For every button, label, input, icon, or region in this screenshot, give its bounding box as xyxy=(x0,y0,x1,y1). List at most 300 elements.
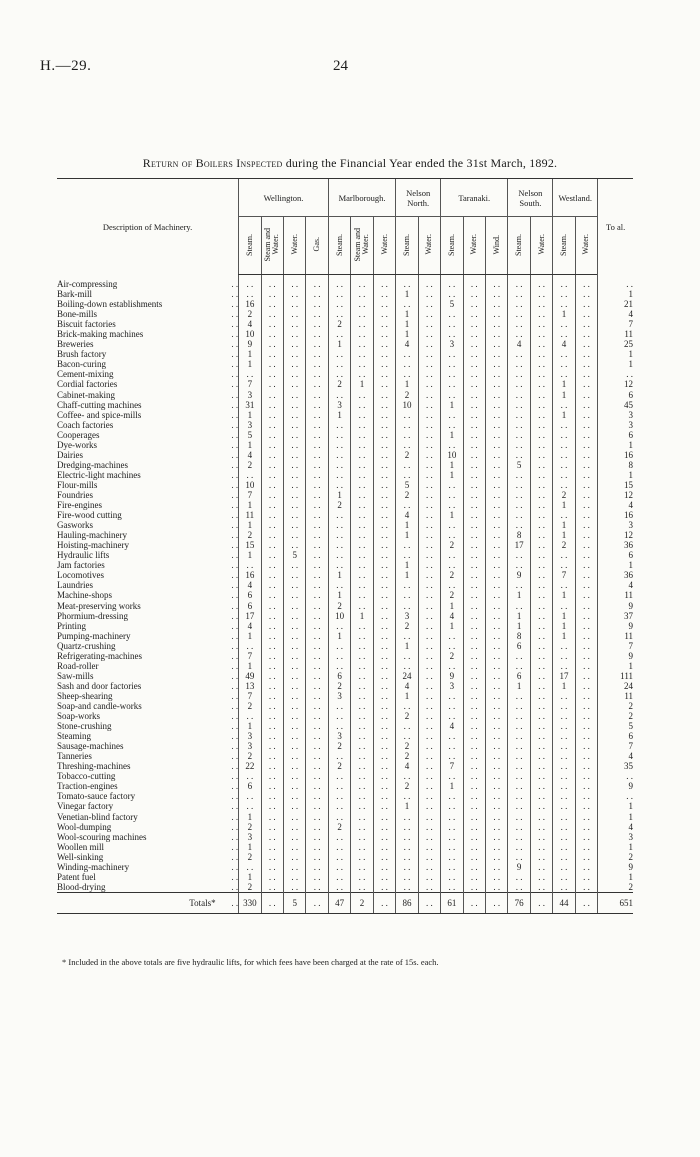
count-cell: . . xyxy=(373,309,395,319)
column-header xyxy=(306,217,328,275)
leader-dots: . . xyxy=(231,821,239,832)
count-cell: . . xyxy=(328,520,350,530)
count-cell: . . xyxy=(418,440,440,450)
count-cell: . . xyxy=(575,379,597,389)
count-cell: . . xyxy=(239,771,261,781)
count-cell: . . xyxy=(508,510,530,520)
count-cell: . . xyxy=(396,811,418,821)
count-cell: . . xyxy=(553,369,575,379)
count-cell: . . xyxy=(306,842,328,852)
count-cell: . . xyxy=(508,731,530,741)
count-cell: . . xyxy=(306,601,328,611)
count-cell: . . xyxy=(463,530,485,540)
leader-dots: . . xyxy=(231,660,239,671)
count-cell: . . xyxy=(418,470,440,480)
count-cell: . . xyxy=(396,601,418,611)
count-cell: . . xyxy=(306,661,328,671)
count-cell: . . xyxy=(306,440,328,450)
count-cell: . . xyxy=(284,761,306,771)
table-row xyxy=(57,882,633,893)
count-cell: . . xyxy=(485,530,507,540)
count-cell: . . xyxy=(485,560,507,570)
count-cell: . . xyxy=(530,711,552,721)
count-cell: . . xyxy=(373,369,395,379)
table-row xyxy=(57,641,633,651)
count-cell: . . xyxy=(261,731,283,741)
count-cell: . . xyxy=(328,299,350,309)
machinery-label: Tomato-sauce factory xyxy=(57,791,136,802)
machinery-label: Printing xyxy=(57,620,87,631)
count-cell: . . xyxy=(284,500,306,510)
count-cell: . . xyxy=(351,721,373,731)
machinery-label: Jam factories xyxy=(57,560,105,571)
count-cell: . . xyxy=(373,641,395,651)
count-cell: . . xyxy=(306,570,328,580)
leader-dots: . . xyxy=(231,861,239,872)
table-row xyxy=(57,651,633,661)
table-row xyxy=(57,601,633,611)
count-cell: . . xyxy=(508,832,530,842)
count-cell: 6 xyxy=(239,590,261,600)
machinery-label: Bone-mills xyxy=(57,309,97,320)
count-cell: 5 xyxy=(239,430,261,440)
totals-row xyxy=(57,892,633,913)
count-cell: . . xyxy=(530,309,552,319)
count-cell: . . xyxy=(530,279,552,289)
count-cell: 3 xyxy=(328,400,350,410)
table-row xyxy=(57,450,633,460)
count-cell: . . xyxy=(373,400,395,410)
count-cell: . . xyxy=(463,520,485,530)
count-cell: . . xyxy=(418,842,440,852)
count-cell: . . xyxy=(373,379,395,389)
count-cell: . . xyxy=(575,832,597,842)
count-cell: 2 xyxy=(396,751,418,761)
count-cell: . . xyxy=(508,550,530,560)
count-cell: . . xyxy=(351,329,373,339)
region-header: Nelson North. xyxy=(396,179,441,217)
count-cell: . . xyxy=(261,771,283,781)
count-cell: . . xyxy=(261,601,283,611)
machinery-label: Well-sinking xyxy=(57,851,104,862)
count-cell: . . xyxy=(530,400,552,410)
count-cell: . . xyxy=(261,711,283,721)
count-cell: . . xyxy=(284,661,306,671)
count-cell: . . xyxy=(373,420,395,430)
count-cell: . . xyxy=(441,420,463,430)
count-cell: . . xyxy=(530,781,552,791)
count-cell: . . xyxy=(575,781,597,791)
count-cell: . . xyxy=(553,801,575,811)
count-cell: . . xyxy=(351,661,373,671)
count-cell: . . xyxy=(261,339,283,349)
count-cell: 1 xyxy=(441,621,463,631)
count-cell: 9 xyxy=(508,862,530,872)
count-cell: . . xyxy=(351,339,373,349)
count-cell: . . xyxy=(306,379,328,389)
count-cell: . . xyxy=(441,440,463,450)
machinery-label: Phormium-dressing xyxy=(57,610,128,621)
count-cell: . . xyxy=(261,460,283,470)
count-cell: . . xyxy=(575,822,597,832)
row-total-cell: 36 xyxy=(598,540,633,550)
count-cell: . . xyxy=(575,882,597,893)
count-cell: . . xyxy=(351,550,373,560)
count-cell: 3 xyxy=(441,681,463,691)
count-cell: . . xyxy=(396,440,418,450)
count-cell: . . xyxy=(306,611,328,621)
leader-dots: . . xyxy=(231,871,239,882)
count-cell: . . xyxy=(575,872,597,882)
row-total-cell: 15 xyxy=(598,480,633,490)
count-cell: . . xyxy=(239,641,261,651)
machinery-label: Breweries xyxy=(57,339,94,350)
row-total-cell: . . xyxy=(598,791,633,801)
count-cell: . . xyxy=(328,811,350,821)
count-cell: . . xyxy=(553,751,575,761)
machinery-label: Biscuit factories xyxy=(57,319,116,330)
leader-dots: . . xyxy=(231,620,239,631)
machinery-label: Air-compressing xyxy=(57,279,118,290)
count-cell: . . xyxy=(351,641,373,651)
row-total-cell: 4 xyxy=(598,580,633,590)
count-cell: . . xyxy=(418,410,440,420)
row-total-cell: 5 xyxy=(598,721,633,731)
count-cell: . . xyxy=(575,450,597,460)
count-cell: . . xyxy=(396,590,418,600)
table-row xyxy=(57,410,633,420)
table-row xyxy=(57,872,633,882)
count-cell: . . xyxy=(418,872,440,882)
count-cell: . . xyxy=(553,580,575,590)
column-header-label: Water. xyxy=(424,234,434,255)
count-cell: . . xyxy=(508,801,530,811)
count-cell: . . xyxy=(396,701,418,711)
count-cell: . . xyxy=(553,430,575,440)
count-cell: . . xyxy=(261,580,283,590)
count-cell: . . xyxy=(373,892,395,913)
count-cell: . . xyxy=(530,420,552,430)
count-cell: . . xyxy=(463,621,485,631)
machinery-label: Coffee- and spice-mills xyxy=(57,409,142,420)
leader-dots: . . xyxy=(231,339,239,350)
count-cell: . . xyxy=(261,309,283,319)
count-cell: . . xyxy=(418,601,440,611)
count-cell: . . xyxy=(508,369,530,379)
count-cell: . . xyxy=(485,621,507,631)
leader-dots: . . xyxy=(231,439,239,450)
count-cell: . . xyxy=(284,741,306,751)
machinery-label: Winding-machinery xyxy=(57,861,130,872)
count-cell: 1 xyxy=(396,641,418,651)
count-cell: . . xyxy=(351,510,373,520)
count-cell: . . xyxy=(575,621,597,631)
count-cell: . . xyxy=(351,711,373,721)
count-cell: . . xyxy=(463,430,485,440)
count-cell: . . xyxy=(530,641,552,651)
count-cell: . . xyxy=(463,822,485,832)
count-cell: . . xyxy=(485,872,507,882)
count-cell: 3 xyxy=(328,731,350,741)
count-cell: . . xyxy=(328,872,350,882)
machinery-label: Road-roller xyxy=(57,660,99,671)
table-row xyxy=(57,309,633,319)
count-cell: . . xyxy=(553,822,575,832)
count-cell: . . xyxy=(328,530,350,540)
count-cell: . . xyxy=(261,530,283,540)
count-cell: . . xyxy=(485,580,507,590)
count-cell: . . xyxy=(373,701,395,711)
count-cell: . . xyxy=(373,450,395,460)
row-total-cell: 3 xyxy=(598,420,633,430)
count-cell: . . xyxy=(351,530,373,540)
count-cell: . . xyxy=(463,289,485,299)
count-cell: . . xyxy=(373,329,395,339)
machinery-label: Dredging-machines xyxy=(57,459,128,470)
count-cell: . . xyxy=(396,791,418,801)
count-cell: . . xyxy=(553,852,575,862)
count-cell: . . xyxy=(284,862,306,872)
count-cell: . . xyxy=(530,691,552,701)
count-cell: . . xyxy=(284,349,306,359)
machinery-label: Flour-mills xyxy=(57,479,98,490)
column-header-label: Steam and Water. xyxy=(263,227,281,262)
count-cell: 1 xyxy=(553,681,575,691)
count-cell: . . xyxy=(328,781,350,791)
row-total-cell: 3 xyxy=(598,832,633,842)
count-cell: . . xyxy=(261,480,283,490)
count-cell: . . xyxy=(530,440,552,450)
count-cell: . . xyxy=(261,359,283,369)
count-cell: . . xyxy=(373,611,395,621)
column-header xyxy=(530,217,552,275)
count-cell: 1 xyxy=(441,601,463,611)
leader-dots: . . xyxy=(231,419,239,430)
count-cell: . . xyxy=(373,339,395,349)
count-cell: . . xyxy=(328,359,350,369)
count-cell: . . xyxy=(530,369,552,379)
count-cell: . . xyxy=(373,631,395,641)
leader-dots: . . xyxy=(231,349,239,360)
count-cell: . . xyxy=(508,289,530,299)
column-header xyxy=(328,217,350,275)
row-total-cell: 8 xyxy=(598,460,633,470)
count-cell: 4 xyxy=(396,339,418,349)
count-cell: . . xyxy=(485,490,507,500)
count-cell: . . xyxy=(373,510,395,520)
count-cell: 2 xyxy=(328,500,350,510)
count-cell: . . xyxy=(261,500,283,510)
count-cell: . . xyxy=(284,590,306,600)
count-cell: 2 xyxy=(328,741,350,751)
leader-dots: . . xyxy=(231,700,239,711)
count-cell: 2 xyxy=(441,651,463,661)
count-cell: . . xyxy=(441,822,463,832)
count-cell: 7 xyxy=(553,570,575,580)
count-cell: . . xyxy=(508,450,530,460)
count-cell: . . xyxy=(373,791,395,801)
count-cell: . . xyxy=(530,500,552,510)
leader-dots: . . xyxy=(231,630,239,641)
count-cell: . . xyxy=(575,329,597,339)
count-cell: . . xyxy=(284,540,306,550)
count-cell: 2 xyxy=(441,570,463,580)
count-cell: . . xyxy=(575,811,597,821)
machinery-label: Locomotives xyxy=(57,570,104,581)
count-cell: 4 xyxy=(396,510,418,520)
count-cell: 2 xyxy=(239,882,261,893)
machinery-label: Foundries xyxy=(57,490,93,500)
table-row xyxy=(57,801,633,811)
machinery-label: Threshing-machines xyxy=(57,761,131,772)
count-cell: . . xyxy=(418,590,440,600)
machinery-label: Dye-works xyxy=(57,439,97,450)
machinery-label: Traction-engines xyxy=(57,781,118,792)
leader-dots: . . xyxy=(231,359,239,370)
count-cell: 1 xyxy=(441,400,463,410)
count-cell: . . xyxy=(485,781,507,791)
count-cell: 3 xyxy=(239,390,261,400)
count-cell: . . xyxy=(306,359,328,369)
count-cell: 4 xyxy=(508,339,530,349)
count-cell: . . xyxy=(351,289,373,299)
count-cell: . . xyxy=(508,661,530,671)
count-cell: 1 xyxy=(441,781,463,791)
count-cell: . . xyxy=(508,691,530,701)
count-cell: . . xyxy=(284,430,306,440)
count-cell: . . xyxy=(418,852,440,862)
count-cell: . . xyxy=(485,842,507,852)
count-cell: . . xyxy=(463,580,485,590)
count-cell: . . xyxy=(418,731,440,741)
count-cell: . . xyxy=(463,852,485,862)
count-cell: . . xyxy=(485,319,507,329)
count-cell: . . xyxy=(306,671,328,681)
count-cell: . . xyxy=(530,631,552,641)
leader-dots: . . xyxy=(231,560,239,571)
count-cell: . . xyxy=(485,711,507,721)
count-cell: 1 xyxy=(396,319,418,329)
count-cell: . . xyxy=(284,611,306,621)
count-cell: . . xyxy=(351,811,373,821)
count-cell: . . xyxy=(284,681,306,691)
count-cell: . . xyxy=(306,631,328,641)
count-cell: 2 xyxy=(239,822,261,832)
count-cell: . . xyxy=(328,309,350,319)
count-cell: . . xyxy=(441,369,463,379)
count-cell: . . xyxy=(261,892,283,913)
count-cell: 6 xyxy=(239,781,261,791)
count-cell: . . xyxy=(508,430,530,440)
count-cell: 1 xyxy=(553,390,575,400)
row-total-cell: 6 xyxy=(598,550,633,560)
count-cell: 24 xyxy=(396,671,418,681)
count-cell: . . xyxy=(284,701,306,711)
count-cell: . . xyxy=(351,390,373,400)
count-cell: . . xyxy=(508,882,530,893)
count-cell: 1 xyxy=(328,590,350,600)
count-cell: . . xyxy=(261,400,283,410)
count-cell: . . xyxy=(373,410,395,420)
leader-dots: . . xyxy=(231,590,239,601)
count-cell: . . xyxy=(575,530,597,540)
count-cell: . . xyxy=(328,721,350,731)
table-row xyxy=(57,400,633,410)
count-cell: 4 xyxy=(441,721,463,731)
column-header-label: Water. xyxy=(536,234,546,255)
count-cell: . . xyxy=(261,641,283,651)
count-cell: . . xyxy=(530,379,552,389)
count-cell: . . xyxy=(373,530,395,540)
count-cell: . . xyxy=(351,671,373,681)
machinery-label: Blood-drying xyxy=(57,881,106,892)
count-cell: 8 xyxy=(508,530,530,540)
table-row xyxy=(57,500,633,510)
count-cell: . . xyxy=(373,560,395,570)
count-cell: . . xyxy=(284,882,306,893)
machinery-label: Brick-making machines xyxy=(57,329,144,340)
count-cell: . . xyxy=(441,631,463,641)
table-row xyxy=(57,621,633,631)
row-total-cell: 12 xyxy=(598,490,633,500)
count-cell: . . xyxy=(261,651,283,661)
count-cell: . . xyxy=(463,771,485,781)
count-cell: . . xyxy=(328,751,350,761)
count-cell: . . xyxy=(418,631,440,641)
count-cell: . . xyxy=(441,500,463,510)
count-cell: . . xyxy=(306,761,328,771)
count-cell: . . xyxy=(530,872,552,882)
count-cell: . . xyxy=(328,289,350,299)
count-cell: . . xyxy=(373,500,395,510)
count-cell: . . xyxy=(373,319,395,329)
leader-dots: . . xyxy=(231,500,239,511)
leader-dots: . . xyxy=(231,459,239,470)
count-cell: . . xyxy=(553,811,575,821)
count-cell: . . xyxy=(284,420,306,430)
count-cell: . . xyxy=(508,580,530,590)
count-cell: . . xyxy=(508,811,530,821)
region-header: Taranaki. xyxy=(441,179,508,217)
count-cell: . . xyxy=(463,339,485,349)
count-cell: . . xyxy=(418,691,440,701)
count-cell: . . xyxy=(553,701,575,711)
count-cell: . . xyxy=(373,721,395,731)
leader-dots: . . xyxy=(231,309,239,320)
table-row xyxy=(57,791,633,801)
count-cell: . . xyxy=(575,520,597,530)
count-cell: 44 xyxy=(553,892,575,913)
count-cell: 3 xyxy=(328,691,350,701)
table-row xyxy=(57,339,633,349)
count-cell: . . xyxy=(261,791,283,801)
count-cell: . . xyxy=(530,530,552,540)
count-cell: . . xyxy=(441,349,463,359)
row-total-cell: 4 xyxy=(598,751,633,761)
count-cell: . . xyxy=(284,319,306,329)
count-cell: . . xyxy=(530,470,552,480)
count-cell: . . xyxy=(373,822,395,832)
leader-dots: . . xyxy=(231,379,239,390)
count-cell: 2 xyxy=(328,681,350,691)
machinery-label: Cabinet-making xyxy=(57,389,115,400)
count-cell: 15 xyxy=(239,540,261,550)
count-cell: . . xyxy=(418,390,440,400)
count-cell: . . xyxy=(530,390,552,400)
count-cell: . . xyxy=(418,349,440,359)
count-cell: . . xyxy=(485,852,507,862)
count-cell: . . xyxy=(351,570,373,580)
